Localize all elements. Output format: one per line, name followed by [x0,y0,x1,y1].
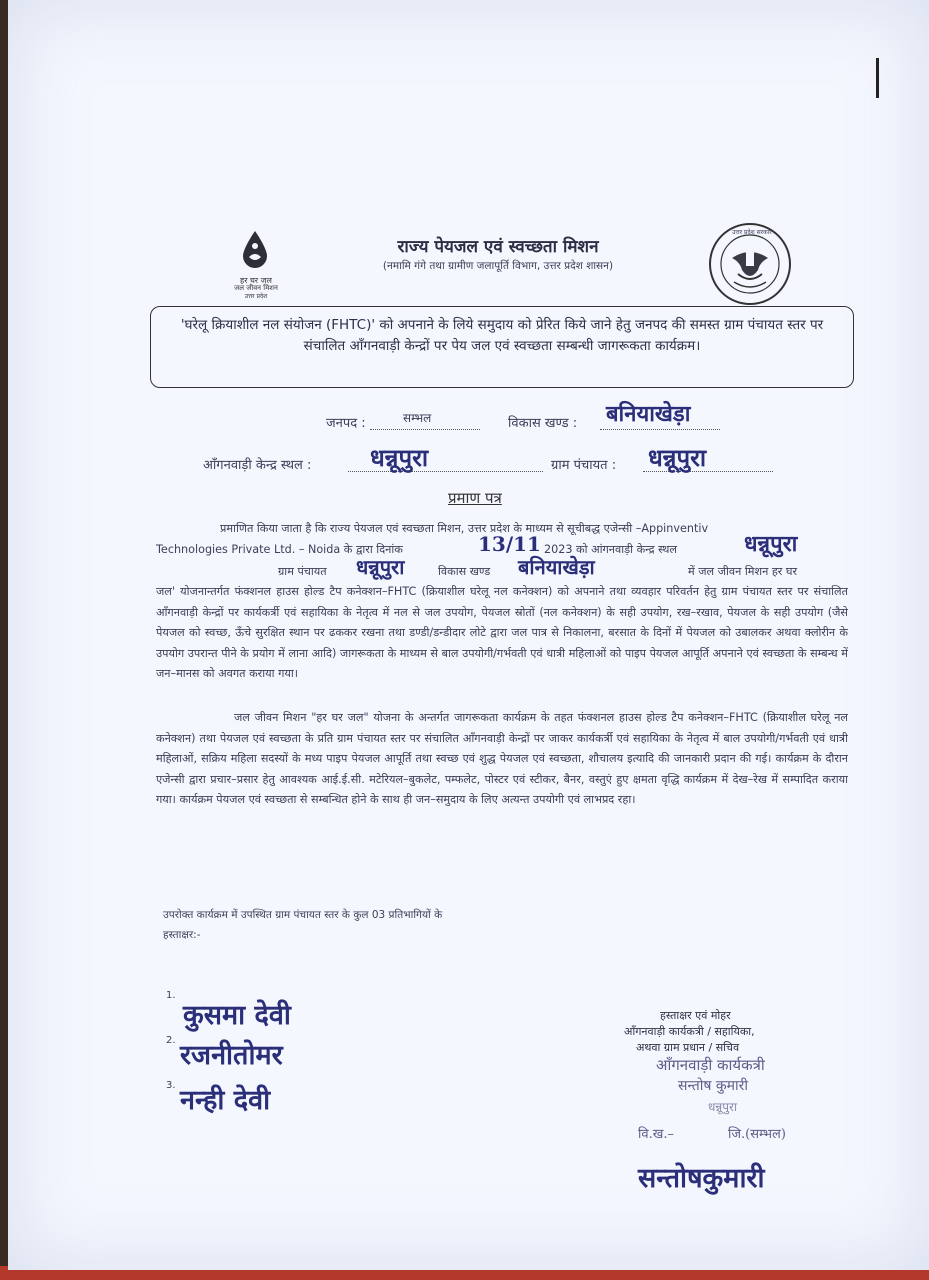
block-handwritten: बनियाखेड़ा [518,555,595,579]
participant-num-1: 1. [166,990,176,1001]
participant-signature-2: रजनीतोमर [180,1040,283,1071]
district-line [370,428,480,430]
para1-line3-c: में जल जीवन मिशन हर घर [688,565,798,578]
participants-intro: उपरोक्त कार्यक्रम में उपस्थित ग्राम पंचायत स्तर के कुल 03 प्रतिभागियों के [163,909,443,921]
logo-line-2: जल जीवन मिशन [234,284,278,292]
block-value: बनियाखेड़ा [606,401,691,427]
panchayat-label: ग्राम पंचायत : [551,458,617,473]
para1-line3-b: विकास खण्ड [438,565,491,578]
seal-text: उत्तर प्रदेश सरकार [732,229,772,236]
center-label: आँगनवाड़ी केन्द्र स्थल : [203,458,312,473]
date-value: 13/11 [478,532,541,556]
signatory-signature: सन्तोषकुमारी [638,1163,765,1194]
signatory-line-3: अथवा ग्राम प्रधान / सचिव [636,1041,740,1054]
water-drop-icon [240,230,270,270]
program-banner [150,306,854,388]
signatory-line-1: हस्ताक्षर एवं मोहर [660,1009,731,1022]
district-label: जनपद : [326,416,366,431]
panchayat-value: धन्नूपुरा [648,443,707,472]
stamp-line-4: वि.ख.– [638,1127,674,1142]
document-title: राज्य पेयजल एवं स्वच्छता मिशन [397,237,599,257]
banner-text: 'घरेलू क्रियाशील नल संयोजन (FHTC)' को अपनाने के लिये समुदाय को प्रेरित किये जाने हेतु जनपद की समस्त ग्राम पंचायत स्तर पर संचालित आँगनवाड़ी केन्द्रों पर पेय जल एवं स्वच्छता सम्बन्धी जागरूकता कार्यक्रम। [180,317,824,354]
para1-line2-a: Technologies Private Ltd. – Noida के द्वारा दिनांक [156,543,403,556]
block-label: विकास खण्ड : [508,416,578,431]
logo-line-1: हर घर जल [240,276,272,285]
panchayat-handwritten: धन्नूपुरा [356,555,405,579]
para1-line3-a: ग्राम पंचायत [278,565,327,578]
para1-line1: प्रमाणित किया जाता है कि राज्य पेयजल एवं स्वच्छता मिशन, उत्तर प्रदेश के माध्यम से सूचीबद्ध एजेन्सी –Appinventiv [220,522,709,535]
page-mark [876,58,879,98]
district-value: सम्भल [403,411,432,425]
document-page [8,0,929,1270]
participant-signature-3: नन्ही देवी [180,1085,271,1116]
participant-num-2: 2. [166,1035,176,1046]
document-subtitle: (नमामि गंगे तथा ग्रामीण जलापूर्ति विभाग, उत्तर प्रदेश शासन) [382,260,614,272]
para2-body: जल जीवन मिशन "हर घर जल" योजना के अन्तर्गत जागरूकता कार्यक्रम के तहत फंक्शनल हाउस होल्ड टैप कनेक्शन–FHTC (क्रियाशील घरेलू नल कनेक्शन) तथा पेयजल एवं स्वच्छता के प्रति ग्राम पंचायत स्तर पर संचालित आँगनवाड़ी केन्द्रों पर जाकर कार्यकर्त्री एवं सहायिका के नेतृत्व में बाल उपयोगी/गर्भवती एवं धात्री महिलाओं, सक्रिय महिला सदस्यों के मध्य पाइप पेयजल आपूर्ति तथा स्वच्छ एवं शुद्ध पेयजल एवं स्वच्छता, शौचालय इत्यादि की जानकारी प्रदान की गई। कार्यक्रम के दौरान एजेन्सी द्वारा प्रचार–प्रसार हेतु आवश्यक आई.ई.सी. मटेरियल–बुकलेट, पम्फलेट, पोस्टर एवं स्टीकर, बैनर, वस्तुएं हुए क्षमता वृद्धि कार्यक्रम में देख–रेख में सम्पादित कराया गया। कार्यक्रम पेयजल एवं स्वच्छता से सम्बन्धित होने के साथ ही जन–समुदाय के लिए अत्यन्त उपयोगी एवं लाभप्रद रहा। [156,711,848,806]
participants-signature-label: हस्ताक्षर:- [163,929,201,941]
certificate-title: प्रमाण पत्र [448,489,502,507]
center-value: धन्नूपुरा [370,443,429,472]
stamp-line-5: जि.(सम्भल) [728,1127,786,1142]
participant-signature-1: कुसमा देवी [183,1000,291,1031]
stamp-line-3: धन्नूपुरा [708,1100,738,1114]
logo-line-3: उत्तर प्रदेश [244,293,268,300]
stamp-line-1: आँगनवाड़ी कार्यकत्री [656,1056,765,1074]
participant-num-3: 3. [166,1080,176,1091]
para1-body: जल' योजनान्तर्गत फंक्शनल हाउस होल्ड टैप कनेक्शन–FHTC (क्रियाशील घरेलू नल कनेक्शन) को अपनाने तथा व्यवहार परिवर्तन हेतु ग्राम पंचायत स्तर पर संचालित आँगनवाड़ी केन्द्रों पर कार्यकर्त्री एवं सहायिका के नेतृत्व में नल से जल उपयोग, पेयजल स्रोतों (नल कनेक्शन) के सही उपयोग, रख–रखाव, पेयजल के सही उपयोग (जैसे पेयजल को स्वच्छ, ऊँचे सुरक्षित स्थान पर ढककर रखना तथा डण्डी/डन्डीदार लोटे द्वारा जल पात्र से निकालना, बरसात के दिनों में पेयजल को उबालकर अथवा क्लोरीन के उपयोग उपरान्त पीने के प्रयोग में लाना आदि) जागरूकता के माध्यम से बाल उपयोगी/गर्भवती एवं धात्री महिलाओं को पाइप पेयजल आपूर्ति अपनाने एवं स्वच्छता के सम्बन्ध में जन–मानस को अवगत कराया गया। [156,585,848,680]
block-line [600,428,720,430]
para1-line2-b: 2023 को आंगनवाड़ी केन्द्र स्थल [544,543,677,556]
signatory-line-2: आँगनवाड़ी कार्यकत्री / सहायिका, [624,1025,755,1038]
har-ghar-jal-logo [220,228,292,303]
center-handwritten: धन्नूपुरा [744,531,798,557]
stamp-line-2: सन्तोष कुमारी [678,1078,749,1094]
